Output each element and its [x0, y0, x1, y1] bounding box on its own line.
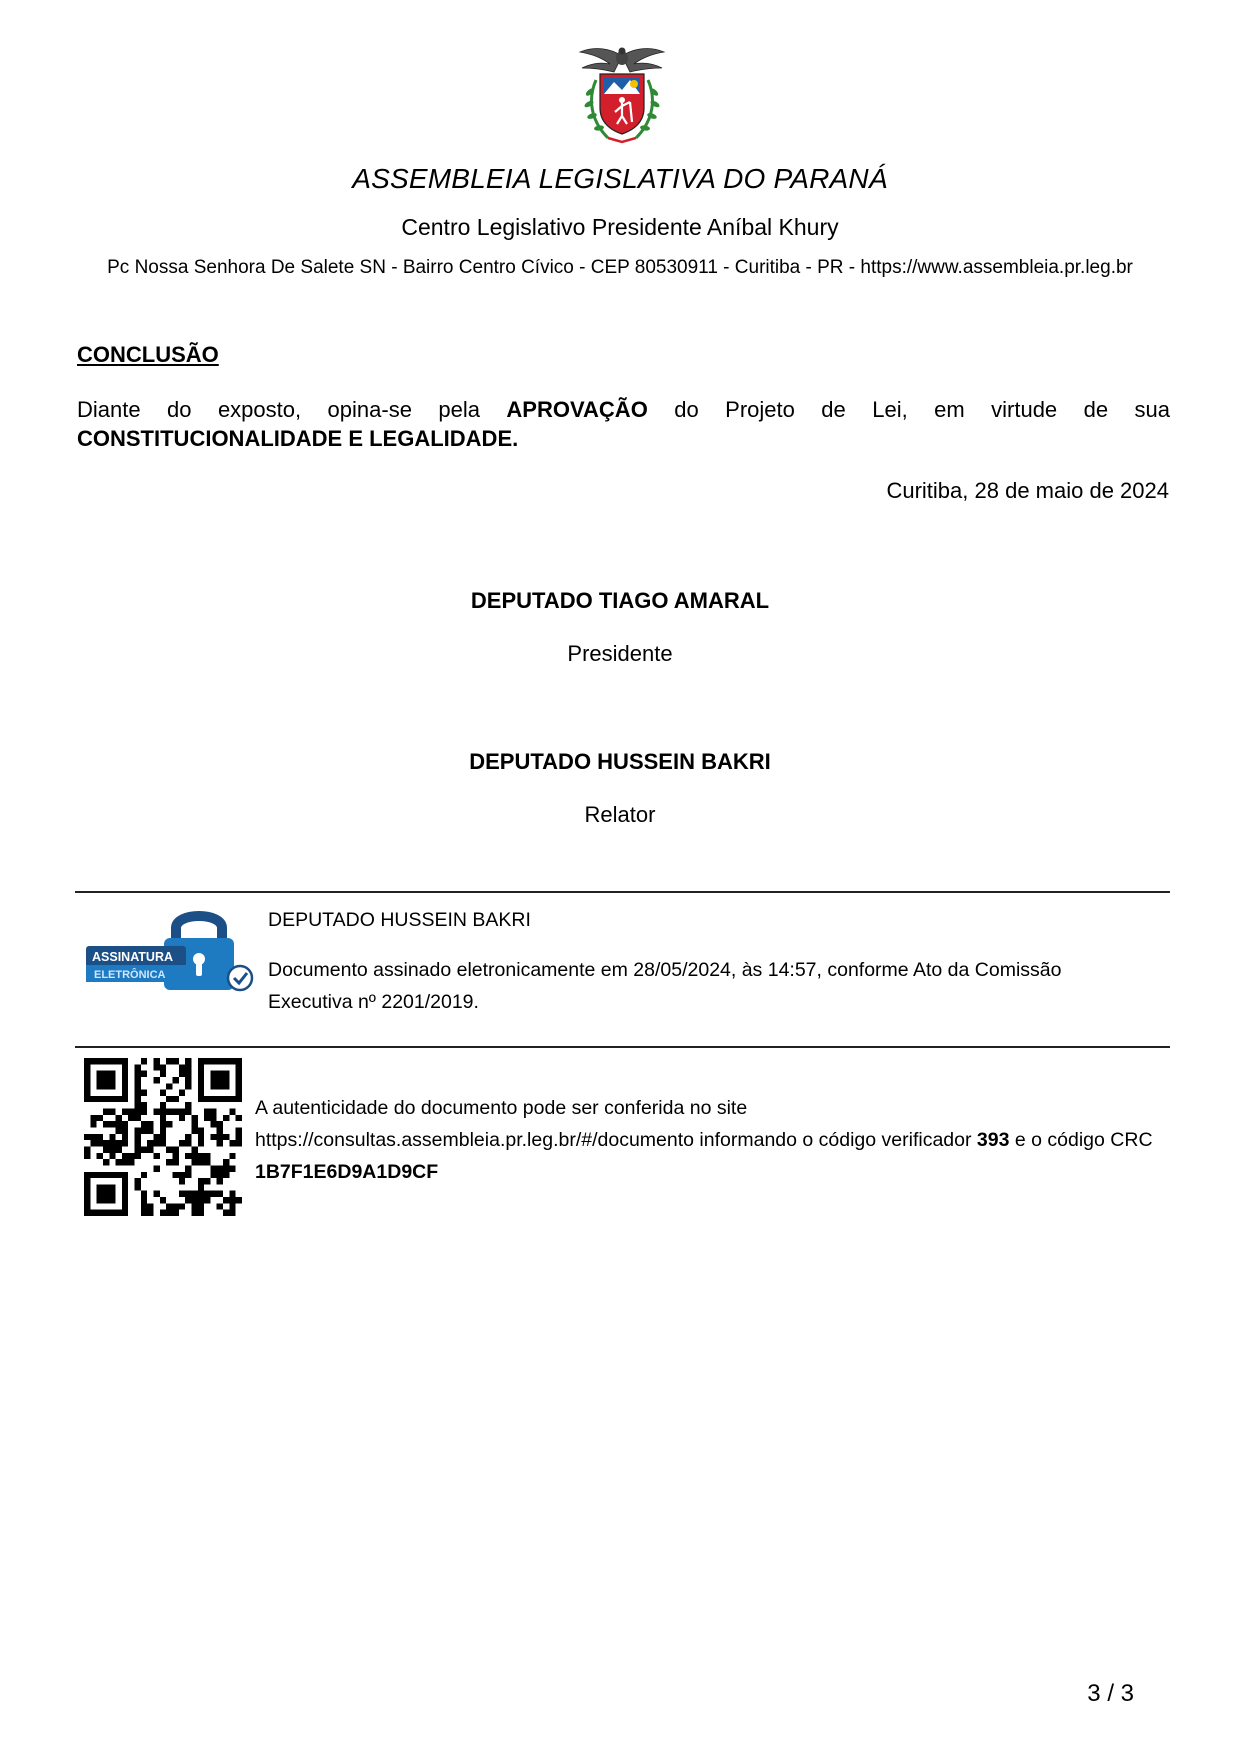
check-icon [228, 966, 252, 990]
crc-code: 1B7F1E6D9A1D9CF [255, 1161, 439, 1183]
conclusion-bold-legality: CONSTITUCIONALIDADE E LEGALIDADE. [77, 426, 519, 451]
parana-coat-of-arms-icon [574, 42, 670, 150]
electronic-signature-badge [84, 902, 256, 994]
page-number: 3 / 3 [1087, 1680, 1134, 1707]
conclusion-text-1: Diante do exposto, opina-se pela [77, 397, 507, 422]
esignature-name: DEPUTADO HUSSEIN BAKRI [268, 909, 531, 931]
conclusion-paragraph [77, 395, 1170, 453]
conclusion-bold-approval: APROVAÇÃO [506, 397, 648, 422]
signatory-name: DEPUTADO HUSSEIN BAKRI [469, 749, 771, 774]
signatory-role: Relator [584, 802, 656, 827]
institution-title: ASSEMBLEIA LEGISLATIVA DO PARANÁ [352, 163, 888, 194]
signatory-role: Presidente [567, 641, 673, 666]
badge-line2: ELETRÔNICA [94, 969, 166, 981]
conclusion-heading: CONCLUSÃO [77, 342, 219, 367]
institution-address: Pc Nossa Senhora De Salete SN - Bairro Centro Cívico - CEP 80530911 - Curitiba - PR - https://www.assembleia.pr.leg.br [107, 257, 1133, 278]
divider [75, 1046, 1170, 1048]
date-line: Curitiba, 28 de maio de 2024 [886, 478, 1169, 503]
institution-subtitle: Centro Legislativo Presidente Aníbal Khury [401, 214, 839, 240]
esignature-text: Documento assinado eletronicamente em 28/05/2024, às 14:57, conforme Ato da Comissão Executiva nº 2201/2019. [268, 959, 1062, 1013]
authenticity-text [255, 1092, 1155, 1188]
badge-line1: ASSINATURA [92, 950, 174, 964]
divider [75, 891, 1170, 893]
verifier-code: 393 [976, 1129, 1010, 1151]
authenticity-text-2: e o código CRC [1009, 1129, 1153, 1151]
signatory-name: DEPUTADO TIAGO AMARAL [470, 588, 770, 613]
authenticity-text-1: A autenticidade do documento pode ser conferida no site https://consultas.assembleia.pr.leg.br/#/documento informando o código verificador [255, 1097, 977, 1151]
conclusion-text-2: do Projeto de Lei, em virtude de sua [647, 397, 1170, 422]
qr-code-icon [84, 1058, 242, 1216]
